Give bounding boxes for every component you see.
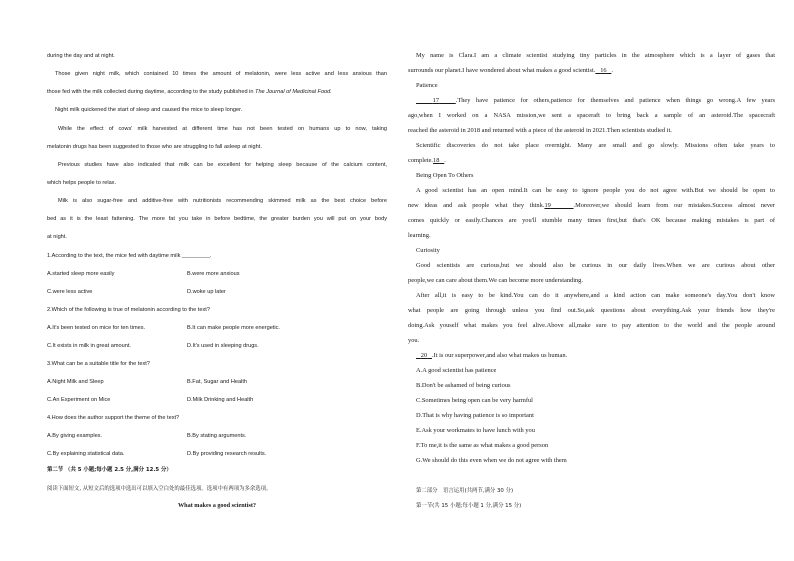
paragraph-1-line-1: Those given night milk, which contained 10 times the amount of melatonin, were less active and less anxious than <box>55 71 387 77</box>
answer-option-row <box>47 288 387 296</box>
answer-option-row <box>47 342 387 350</box>
blank-20[interactable] <box>416 352 432 359</box>
punctuation: . <box>611 67 614 74</box>
clara-paragraph-line-2 <box>408 67 775 75</box>
open-paragraph-line-4: learning. <box>408 232 431 239</box>
answer-option[interactable]: D.It's used in sleeping drugs. <box>187 343 259 349</box>
journal-name: The Journal of Medicinal Food. <box>255 89 332 95</box>
answer-option[interactable]: D.Milk Drinking and Health <box>187 397 254 403</box>
blank-19[interactable] <box>544 202 573 209</box>
patience-paragraph-line-2: ago,when I worked on a NASA mission,we sent a spaceraft to bring back a sample of an asteroid.The spacecraft <box>408 112 775 119</box>
kindness-paragraph-line-2: what people are going through unless you find out.So,ask questions about everything.Ask your friends how they're <box>408 307 775 314</box>
answer-option[interactable]: B.It can make people more energetic. <box>187 325 280 331</box>
paragraph-text: surrounds our planet.I have wondered about what makes a good scientist. <box>408 67 596 74</box>
paragraph-text: .They have patience for others,patience for themselves and patience when things go wrong.A few years <box>455 97 776 104</box>
answer-option[interactable]: A.Night Milk and Sleep <box>47 379 104 385</box>
paragraph-4-line-2: which helps people to relax. <box>47 180 117 186</box>
question-stem: 1.According to the text, the mice fed with daytime milk _________. <box>47 253 212 259</box>
answer-option-row <box>47 396 387 404</box>
clara-paragraph-line-1: My name is Clara.I am a climate scientist studying tiny particles in the atmosphere which is a layer of gases that <box>416 52 775 59</box>
blank-16[interactable] <box>595 67 614 74</box>
patience-paragraph-line-3: reached the asteroid in 2018 and returned with a piece of the asteroid in 2021.Then scientists studied it. <box>408 127 672 134</box>
choice-option[interactable]: D.That is why having patience is so important <box>416 412 534 419</box>
answer-option[interactable]: B.By stating arguments. <box>187 433 247 439</box>
choice-option[interactable]: E.Ask your workmates to have lunch with you <box>416 427 535 434</box>
kindness-paragraph-line-1: After all,it is easy to be kind.You can do it anywhere,and a kind action can make someone's day.You don't know <box>416 292 775 299</box>
answer-option[interactable]: D.By providing research results. <box>187 451 267 457</box>
paragraph-text: complete. <box>408 157 434 164</box>
final-paragraph <box>408 352 775 360</box>
paragraph-text: .Moreover,we should learn from our mistakes.Success almost never <box>573 202 776 209</box>
paragraph-1-line-2 <box>47 88 387 96</box>
open-paragraph-line-1: A good scientist has an open mind.It can be easy to ignore people you do not agree with.But we should be open to <box>416 187 775 194</box>
paragraph-4-line-1: Previous studies have also indicated that milk can be excellent for helping sleep because of the calcium content, <box>58 162 387 168</box>
section-2-instructions: 阅读下面短文, 从短文后的选项中选出可以填入空白处的最佳选项。选项中有两项为多余选项。 <box>47 486 272 492</box>
answer-option-row <box>47 270 387 278</box>
answer-option[interactable]: A.By giving examples. <box>47 433 103 439</box>
heading-curiosity: Curiosity <box>416 247 440 254</box>
paragraph-intro: during the day and at night. <box>47 53 115 59</box>
answer-option[interactable]: C.An Experiment on Mice <box>47 397 111 403</box>
section-2-heading: 第二节 （共 5 小题;每小题 2.5 分,满分 12.5 分） <box>47 467 172 473</box>
blank-18[interactable] <box>433 157 444 164</box>
part-2-heading: 第二部分 语言运用(共两节,满分 30 分) <box>416 488 514 494</box>
blank-number: 19 <box>544 202 551 209</box>
discoveries-paragraph-line-2 <box>408 157 775 165</box>
answer-option-row <box>47 450 387 458</box>
answer-option-row <box>47 324 387 332</box>
question-stem: 3.What can be a suitable title for the text? <box>47 361 150 367</box>
answer-option-row <box>47 378 387 386</box>
paragraph-3-line-2: melatonin drugs has been suggested to those who are struggling to fall asleep at night. <box>47 144 262 150</box>
blank-17[interactable] <box>416 97 456 104</box>
choice-option[interactable]: F.To me,it is the same as what makes a good person <box>416 442 549 449</box>
paragraph-5-line-2: bed as it is the least fattening. The more fat you take in before bedtime, the greater burden you will put on your body <box>47 216 387 222</box>
curiosity-paragraph-line-2: people,we can care about them.We can become more understanding. <box>408 277 583 284</box>
punctuation: . <box>444 157 446 164</box>
blank-number: 20 <box>420 352 428 359</box>
blank-number: 16 <box>600 67 607 74</box>
blank-number: 18 <box>433 157 440 164</box>
paragraph-5-line-1: Milk is also sugar-free and additive-free with nutritionists recommending skimmed milk as the best choice before <box>58 198 387 204</box>
paragraph-5-line-3: at night. <box>47 234 67 240</box>
heading-patience: Patience <box>416 82 438 89</box>
paragraph-2: Night milk quickened the start of sleep and caused the mice to sleep longer. <box>55 107 243 113</box>
paragraph-text: new ideas and ask people what they think. <box>408 202 545 209</box>
answer-option[interactable]: B.were more anxious <box>187 271 240 277</box>
paragraph-3-line-1: While the effect of cows' milk harvested at different time has not been tested on humans up to now, taking <box>58 126 387 132</box>
answer-option[interactable]: B.Fat, Sugar and Health <box>187 379 248 385</box>
heading-being-open: Being Open To Others <box>416 172 474 179</box>
paragraph-text: .It is our superpower,and also what makes us human. <box>431 352 568 359</box>
blank-number: 17 <box>432 97 440 104</box>
choice-option[interactable]: B.Don't be ashamed of being curious <box>416 382 511 389</box>
answer-option-row <box>47 432 387 440</box>
open-paragraph-line-3: comes quickly or easily.Chances are you'll stumble many times first,but that's OK because making mistakes is part of <box>408 217 775 224</box>
answer-option[interactable]: C.It exists in milk in great amount. <box>47 343 131 349</box>
patience-paragraph-line-1 <box>408 97 775 105</box>
choice-option[interactable]: G.We should do this even when we do not agree with them <box>416 457 567 464</box>
answer-option[interactable]: D.woke up later <box>187 289 226 295</box>
passage-title: What makes a good scientist? <box>177 502 257 509</box>
open-paragraph-line-2 <box>408 202 775 210</box>
question-stem: 2.Which of the following is true of melatonin according to the text? <box>47 307 210 313</box>
discoveries-paragraph-line-1: Scientific discoveries do not take place overnight. Many are small and go slowly. Missions often take years to <box>416 142 775 149</box>
answer-option[interactable]: A.It's been tested on mice for ten times. <box>47 325 146 331</box>
choice-option[interactable]: C.Sometimes being open can be very harmful <box>416 397 533 404</box>
answer-option[interactable]: C.By explaining statistical data. <box>47 451 125 457</box>
choice-option[interactable]: A.A good scientist has patience <box>416 367 497 374</box>
kindness-paragraph-line-3: doing.Ask youself what makes you feel alive.Above all,make sure to pay attention to the world and the people around <box>408 322 775 329</box>
answer-option[interactable]: C.were less active <box>47 289 93 295</box>
question-stem: 4.How does the author support the theme of the text? <box>47 415 180 421</box>
answer-option[interactable]: A.started sleep more easily <box>47 271 115 277</box>
kindness-paragraph-line-4: you. <box>408 337 420 344</box>
curiosity-paragraph-line-1: Good scientists are curious,but we should also be curious in our daily lives.When we are curious about other <box>416 262 775 269</box>
paragraph-1-text: those fed with the milk collected during daytime, according to the study published in <box>47 89 256 95</box>
part-2-subheading: 第一节(共 15 小题;每小题 1 分,满分 15 分) <box>416 503 522 509</box>
